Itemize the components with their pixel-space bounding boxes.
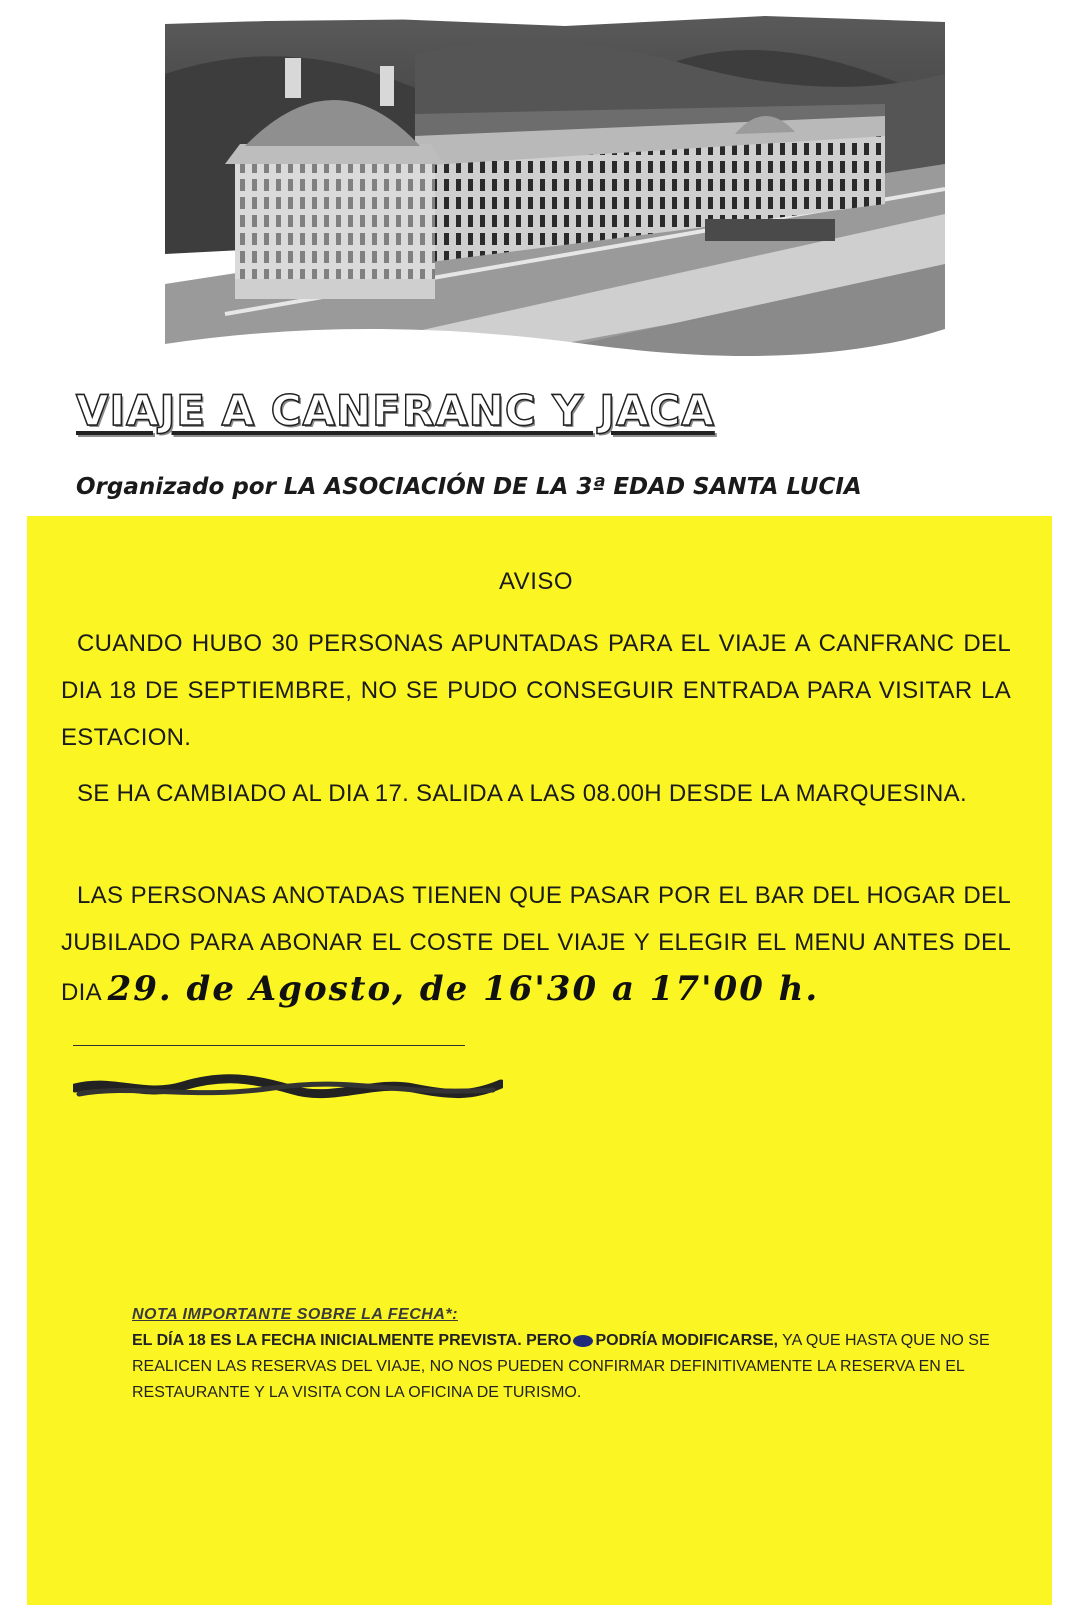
notice-paragraph-2: SE HA CAMBIADO AL DIA 17. SALIDA A LAS 08.00H DESDE LA MARQUESINA.: [77, 780, 967, 807]
note-bold-1: EL DÍA 18 ES LA FECHA INICIALMENTE PREVISTA. PERO: [132, 1332, 572, 1349]
footer-note: [132, 1306, 1032, 1406]
note-heading: NOTA IMPORTANTE SOBRE LA FECHA*:: [132, 1306, 458, 1323]
page-title: VIAJE A CANFRANC Y JACA: [76, 386, 715, 435]
signature-line: [73, 1045, 465, 1046]
notice-heading: AVISO: [498, 568, 574, 595]
canfranc-station-photo: [165, 14, 945, 356]
handwritten-date: 29. de Agosto, de 16'30 a 17'00 h.: [107, 969, 820, 1009]
notice-highlight-box: [27, 516, 1052, 1605]
notice-paragraph-3: [61, 872, 1011, 1016]
notice-paragraph-1: CUANDO HUBO 30 PERSONAS APUNTADAS PARA EL VIAJE A CANFRANC DEL DIA 18 DE SEPTIEMBRE, NO SE PUDO CONSEGUIR ENTRADA PARA VISITAR LA ESTACION.: [61, 630, 1011, 751]
note-body: [132, 1328, 1022, 1406]
note-rest: YA QUE HASTA QUE NO SE REALICEN LAS RESERVAS DEL VIAJE, NO NOS PUEDEN CONFIRMAR DEFINITIVAMENTE LA RESERVA EN EL RESTAURANTE Y LA VISITA CON LA OFICINA DE TURISMO.: [132, 1332, 990, 1401]
notice-paragraph-3-text: LAS PERSONAS ANOTADAS TIENEN QUE PASAR POR EL BAR DEL HOGAR DEL JUBILADO PARA ABONAR EL COSTE DEL VIAJE Y ELEGIR EL MENU ANTES DEL DIA: [61, 882, 1011, 1006]
redaction-mark: [573, 1335, 593, 1347]
organizer-subtitle: Organizado por LA ASOCIACIÓN DE LA 3ª EDAD SANTA LUCIA: [76, 474, 862, 500]
note-bold-2: PODRÍA MODIFICARSE,: [595, 1332, 778, 1349]
crossed-out-text: [73, 1074, 503, 1102]
